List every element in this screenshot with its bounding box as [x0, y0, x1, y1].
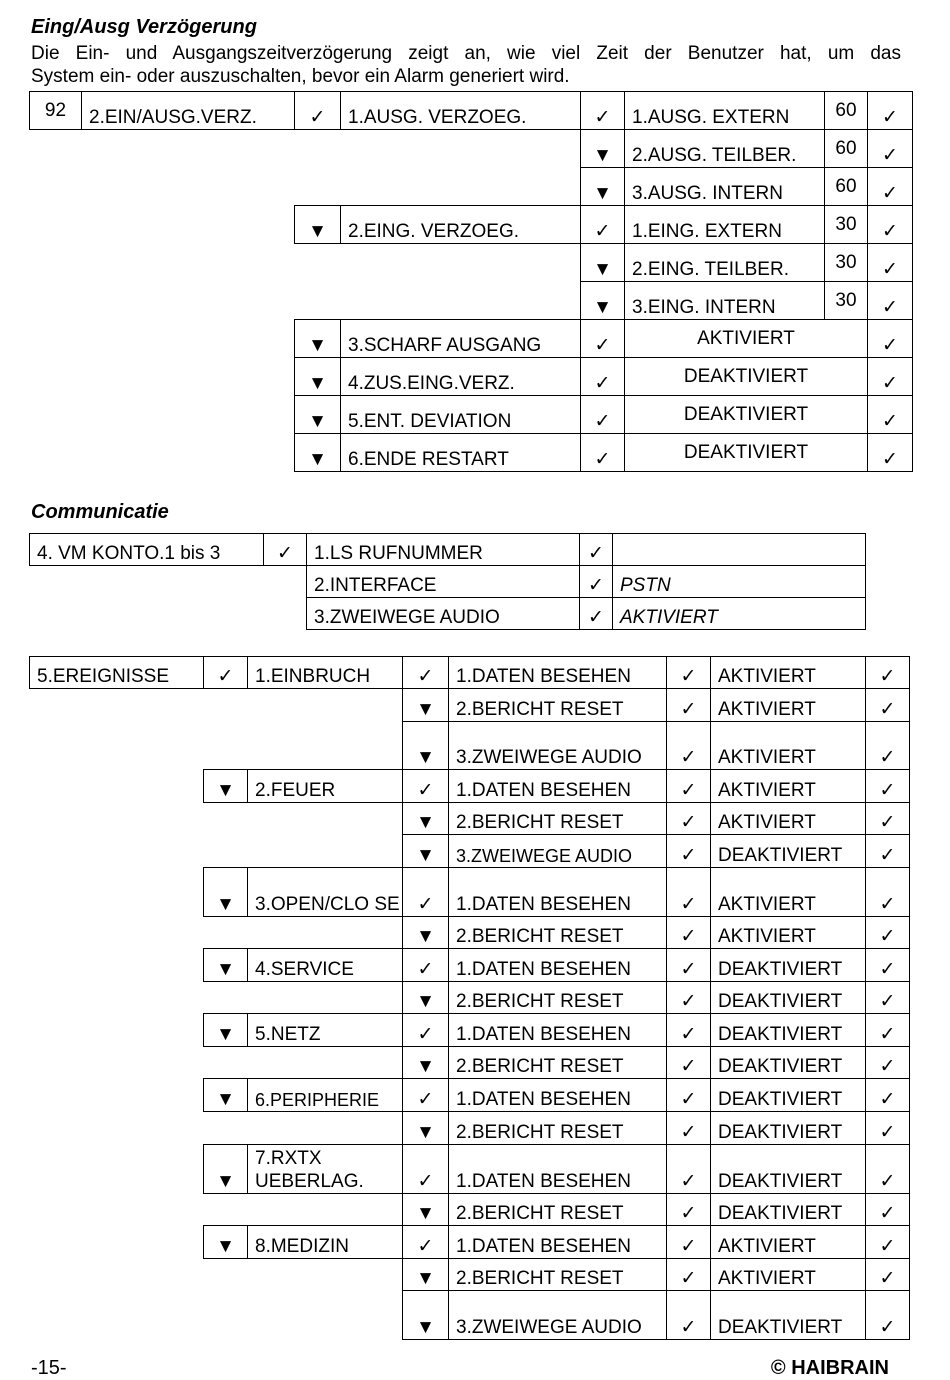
event-item-value: AKTIVIERT — [711, 917, 866, 949]
check-icon: ✓ — [667, 982, 711, 1014]
check-icon: ✓ — [580, 598, 613, 630]
entry-item-label: 3.EING. INTERN — [625, 282, 825, 320]
check-icon: ✓ — [403, 949, 449, 982]
event-item-value: AKTIVIERT — [711, 1226, 866, 1259]
down-arrow-icon: ▼ — [403, 1259, 449, 1291]
entry-delay-label: 2.EING. VERZOEG. — [341, 206, 581, 244]
event-item-label: 1.DATEN BESEHEN — [449, 868, 667, 917]
down-arrow-icon: ▼ — [403, 722, 449, 770]
down-arrow-icon: ▼ — [204, 1145, 248, 1194]
table-row — [30, 92, 913, 130]
table-row — [30, 1145, 910, 1194]
down-arrow-icon: ▼ — [403, 1194, 449, 1226]
event-item-value: AKTIVIERT — [711, 689, 866, 722]
event-item-label: 1.DATEN BESEHEN — [449, 1014, 667, 1047]
check-icon: ✓ — [866, 1079, 910, 1112]
check-icon: ✓ — [866, 803, 910, 835]
check-icon: ✓ — [580, 534, 613, 566]
down-arrow-icon: ▼ — [581, 168, 625, 206]
table-row — [30, 1014, 910, 1047]
entry-item-value: 30 — [825, 206, 868, 244]
table-row — [30, 1079, 910, 1112]
table-row — [30, 689, 910, 722]
event-item-label: 2.BERICHT RESET — [449, 982, 667, 1014]
table-row — [30, 168, 913, 206]
down-arrow-icon: ▼ — [295, 358, 341, 396]
check-icon: ✓ — [866, 770, 910, 803]
check-icon: ✓ — [667, 868, 711, 917]
check-icon: ✓ — [403, 868, 449, 917]
exit-item-value: 60 — [825, 92, 868, 130]
menu-label: 5.EREIGNISSE — [30, 657, 204, 689]
event-group-label: 5.NETZ — [248, 1014, 403, 1047]
event-group-label: 7.RXTX UEBERLAG. — [248, 1145, 403, 1194]
table-row — [30, 722, 910, 770]
event-item-label: 1.DATEN BESEHEN — [449, 657, 667, 689]
option-label: 3.SCHARF AUSGANG — [341, 320, 581, 358]
check-icon: ✓ — [581, 434, 625, 472]
table-row — [30, 657, 910, 689]
check-icon: ✓ — [866, 1291, 910, 1340]
comm-item-label: 2.INTERFACE — [307, 566, 580, 598]
event-item-label: 3.ZWEIWEGE AUDIO — [449, 722, 667, 770]
option-label: 4.ZUS.EING.VERZ. — [341, 358, 581, 396]
table-row — [30, 1259, 910, 1291]
down-arrow-icon: ▼ — [403, 689, 449, 722]
intro-line-2: System ein- oder auszuschalten, bevor ein Alarm generiert wird. — [31, 66, 570, 87]
down-arrow-icon: ▼ — [403, 1047, 449, 1079]
table-row — [30, 282, 913, 320]
option-value: AKTIVIERT — [625, 320, 868, 358]
check-icon: ✓ — [868, 434, 913, 472]
check-icon: ✓ — [667, 1259, 711, 1291]
event-group-label: 2.FEUER — [248, 770, 403, 803]
exit-item-value: 60 — [825, 168, 868, 206]
check-icon: ✓ — [868, 92, 913, 130]
check-icon: ✓ — [868, 168, 913, 206]
menu-label: 2.EIN/AUSG.VERZ. — [82, 92, 295, 130]
event-group-label: 3.OPEN/CLO SE — [248, 868, 403, 917]
event-item-label: 3.ZWEIWEGE AUDIO — [449, 835, 667, 868]
down-arrow-icon: ▼ — [403, 917, 449, 949]
event-item-label: 1.DATEN BESEHEN — [449, 949, 667, 982]
down-arrow-icon: ▼ — [403, 1291, 449, 1340]
event-item-label: 2.BERICHT RESET — [449, 1112, 667, 1145]
menu-code: 92 — [30, 92, 82, 130]
check-icon: ✓ — [581, 396, 625, 434]
event-item-label: 1.DATEN BESEHEN — [449, 1145, 667, 1194]
event-item-label: 2.BERICHT RESET — [449, 803, 667, 835]
event-item-value: DEAKTIVIERT — [711, 835, 866, 868]
down-arrow-icon: ▼ — [403, 1112, 449, 1145]
comm-item-label: 1.LS RUFNUMMER — [307, 534, 580, 566]
table-row — [30, 206, 913, 244]
option-label: 5.ENT. DEVIATION — [341, 396, 581, 434]
check-icon: ✓ — [868, 206, 913, 244]
check-icon: ✓ — [667, 689, 711, 722]
down-arrow-icon: ▼ — [204, 770, 248, 803]
check-icon: ✓ — [667, 1194, 711, 1226]
comm-item-value: PSTN — [613, 566, 866, 598]
table-row — [30, 803, 910, 835]
event-item-label: 1.DATEN BESEHEN — [449, 1079, 667, 1112]
check-icon: ✓ — [868, 130, 913, 168]
event-item-label: 2.BERICHT RESET — [449, 689, 667, 722]
check-icon: ✓ — [866, 1112, 910, 1145]
section-title-entry-exit-delay: Eing/Ausg Verzögerung — [31, 16, 257, 38]
table-row — [30, 770, 910, 803]
menu-label: 4. VM KONTO.1 bis 3 — [30, 534, 264, 566]
check-icon: ✓ — [264, 534, 307, 566]
intro-paragraph — [31, 42, 901, 88]
event-group-label: 6.PERIPHERIE — [248, 1079, 403, 1112]
down-arrow-icon: ▼ — [403, 835, 449, 868]
event-item-value: DEAKTIVIERT — [711, 1014, 866, 1047]
check-icon: ✓ — [667, 1226, 711, 1259]
option-value: DEAKTIVIERT — [625, 434, 868, 472]
table-row — [30, 320, 913, 358]
exit-item-label: 3.AUSG. INTERN — [625, 168, 825, 206]
intro-line-1: Die Ein- und Ausgangszeitverzögerung zeigt an, wie viel Zeit der Benutzer hat, um das — [31, 43, 901, 64]
event-group-label: 8.MEDIZIN — [248, 1226, 403, 1259]
option-label: 6.ENDE RESTART — [341, 434, 581, 472]
table-row — [30, 1291, 910, 1340]
table-row — [30, 358, 913, 396]
events-table — [29, 656, 910, 1340]
check-icon: ✓ — [866, 722, 910, 770]
entry-item-label: 1.EING. EXTERN — [625, 206, 825, 244]
check-icon: ✓ — [866, 1145, 910, 1194]
check-icon: ✓ — [866, 1194, 910, 1226]
event-item-value: AKTIVIERT — [711, 1259, 866, 1291]
event-item-value: AKTIVIERT — [711, 722, 866, 770]
comm-item-value — [613, 534, 866, 566]
copyright: © HAIBRAIN — [770, 1357, 889, 1379]
check-icon: ✓ — [667, 1014, 711, 1047]
check-icon: ✓ — [581, 206, 625, 244]
event-item-label: 1.DATEN BESEHEN — [449, 770, 667, 803]
exit-delay-label: 1.AUSG. VERZOEG. — [341, 92, 581, 130]
check-icon: ✓ — [868, 244, 913, 282]
check-icon: ✓ — [866, 868, 910, 917]
exit-item-label: 2.AUSG. TEILBER. — [625, 130, 825, 168]
down-arrow-icon: ▼ — [204, 1226, 248, 1259]
check-icon: ✓ — [866, 1259, 910, 1291]
check-icon: ✓ — [295, 92, 341, 130]
check-icon: ✓ — [403, 657, 449, 689]
check-icon: ✓ — [667, 803, 711, 835]
check-icon: ✓ — [667, 917, 711, 949]
check-icon: ✓ — [581, 358, 625, 396]
event-item-value: DEAKTIVIERT — [711, 1112, 866, 1145]
table-row — [30, 1226, 910, 1259]
check-icon: ✓ — [204, 657, 248, 689]
check-icon: ✓ — [667, 949, 711, 982]
table-row — [30, 949, 910, 982]
event-item-value: DEAKTIVIERT — [711, 949, 866, 982]
exit-item-value: 60 — [825, 130, 868, 168]
check-icon: ✓ — [868, 358, 913, 396]
event-item-value: DEAKTIVIERT — [711, 1079, 866, 1112]
down-arrow-icon: ▼ — [204, 868, 248, 917]
entry-item-value: 30 — [825, 244, 868, 282]
down-arrow-icon: ▼ — [403, 982, 449, 1014]
check-icon: ✓ — [866, 949, 910, 982]
check-icon: ✓ — [403, 1226, 449, 1259]
event-item-value: AKTIVIERT — [711, 868, 866, 917]
check-icon: ✓ — [866, 1226, 910, 1259]
event-item-label: 3.ZWEIWEGE AUDIO — [449, 1291, 667, 1340]
check-icon: ✓ — [866, 835, 910, 868]
table-row — [30, 534, 866, 566]
event-item-value: DEAKTIVIERT — [711, 1145, 866, 1194]
check-icon: ✓ — [667, 657, 711, 689]
check-icon: ✓ — [866, 1047, 910, 1079]
event-item-label: 2.BERICHT RESET — [449, 1047, 667, 1079]
down-arrow-icon: ▼ — [295, 206, 341, 244]
check-icon: ✓ — [403, 1145, 449, 1194]
check-icon: ✓ — [581, 320, 625, 358]
table-row — [30, 598, 866, 630]
check-icon: ✓ — [403, 770, 449, 803]
check-icon: ✓ — [866, 917, 910, 949]
check-icon: ✓ — [580, 566, 613, 598]
event-item-label: 2.BERICHT RESET — [449, 917, 667, 949]
down-arrow-icon: ▼ — [204, 1014, 248, 1047]
table-row — [30, 244, 913, 282]
check-icon: ✓ — [667, 1112, 711, 1145]
check-icon: ✓ — [667, 835, 711, 868]
table-row — [30, 982, 910, 1014]
table-row — [30, 917, 910, 949]
table-row — [30, 835, 910, 868]
check-icon: ✓ — [868, 396, 913, 434]
down-arrow-icon: ▼ — [403, 803, 449, 835]
check-icon: ✓ — [866, 1014, 910, 1047]
table-row — [30, 130, 913, 168]
table-row — [30, 566, 866, 598]
entry-item-label: 2.EING. TEILBER. — [625, 244, 825, 282]
event-item-label: 2.BERICHT RESET — [449, 1194, 667, 1226]
event-group-label: 4.SERVICE — [248, 949, 403, 982]
section-title-communication: Communicatie — [31, 501, 169, 523]
event-item-value: DEAKTIVIERT — [711, 1047, 866, 1079]
down-arrow-icon: ▼ — [581, 130, 625, 168]
entry-exit-delay-table — [29, 91, 913, 472]
option-value: DEAKTIVIERT — [625, 396, 868, 434]
communication-table — [29, 533, 866, 630]
event-item-value: DEAKTIVIERT — [711, 982, 866, 1014]
table-row — [30, 1194, 910, 1226]
event-item-label: 2.BERICHT RESET — [449, 1259, 667, 1291]
down-arrow-icon: ▼ — [204, 949, 248, 982]
down-arrow-icon: ▼ — [204, 1079, 248, 1112]
down-arrow-icon: ▼ — [581, 244, 625, 282]
check-icon: ✓ — [667, 770, 711, 803]
comm-item-label: 3.ZWEIWEGE AUDIO — [307, 598, 580, 630]
check-icon: ✓ — [667, 1145, 711, 1194]
table-row — [30, 434, 913, 472]
exit-item-label: 1.AUSG. EXTERN — [625, 92, 825, 130]
table-row — [30, 1112, 910, 1145]
down-arrow-icon: ▼ — [295, 320, 341, 358]
event-item-value: AKTIVIERT — [711, 803, 866, 835]
table-row — [30, 396, 913, 434]
down-arrow-icon: ▼ — [295, 434, 341, 472]
event-item-value: AKTIVIERT — [711, 657, 866, 689]
event-item-value: DEAKTIVIERT — [711, 1291, 866, 1340]
option-value: DEAKTIVIERT — [625, 358, 868, 396]
check-icon: ✓ — [667, 1047, 711, 1079]
down-arrow-icon: ▼ — [581, 282, 625, 320]
event-item-value: DEAKTIVIERT — [711, 1194, 866, 1226]
check-icon: ✓ — [667, 1291, 711, 1340]
down-arrow-icon: ▼ — [295, 396, 341, 434]
check-icon: ✓ — [868, 320, 913, 358]
check-icon: ✓ — [667, 1079, 711, 1112]
event-item-value: AKTIVIERT — [711, 770, 866, 803]
page-number: -15- — [31, 1357, 67, 1379]
check-icon: ✓ — [866, 982, 910, 1014]
table-row — [30, 868, 910, 917]
check-icon: ✓ — [403, 1014, 449, 1047]
entry-item-value: 30 — [825, 282, 868, 320]
check-icon: ✓ — [581, 92, 625, 130]
comm-item-value: AKTIVIERT — [613, 598, 866, 630]
check-icon: ✓ — [403, 1079, 449, 1112]
check-icon: ✓ — [868, 282, 913, 320]
check-icon: ✓ — [866, 657, 910, 689]
event-group-label: 1.EINBRUCH — [248, 657, 403, 689]
table-row — [30, 1047, 910, 1079]
event-item-label: 1.DATEN BESEHEN — [449, 1226, 667, 1259]
check-icon: ✓ — [667, 722, 711, 770]
check-icon: ✓ — [866, 689, 910, 722]
